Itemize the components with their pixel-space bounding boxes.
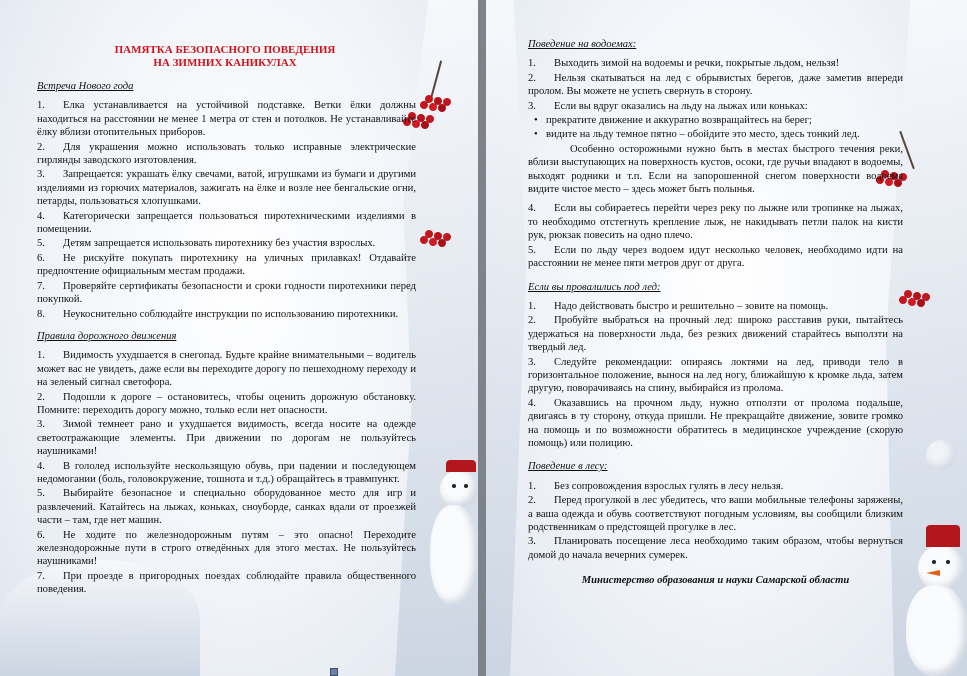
item-number: 1. [528, 58, 536, 70]
item-text: Если вы собираетесь перейти через реку по лыжне или тропинке на лыжах, то необходимо отстегнуть крепление лыж, не накидывать петли палок на кисти рук, рюкзак повесить на одно плечо. [528, 203, 903, 242]
item-number: 4. [528, 397, 536, 409]
item-text: Оказавшись на прочном льду, нужно отползти от пролома подальше, двигаясь в ту сторону, откуда пришли. Не прекращайте движение, зовите громко на помощь и по возможности обратитесь в медицинское учреждение (скорую помощь) или полицию. [528, 397, 903, 449]
snowy-tree-decoration [486, 0, 526, 676]
item-number: 4. [528, 203, 536, 215]
list-item [37, 308, 416, 321]
list-item [37, 418, 416, 458]
rowan-berries-decoration [425, 230, 433, 238]
snowman-eye-decoration [452, 484, 456, 488]
object-anchor-handle[interactable] [330, 668, 338, 676]
item-number: 2. [37, 391, 45, 403]
list-item [37, 99, 416, 139]
item-number: 3. [37, 169, 45, 181]
snowman-hat-decoration [926, 525, 960, 547]
item-number: 3. [37, 419, 45, 431]
bullet-item: • видите на льду темное пятно – обойдите это место, здесь тонкий лед. [528, 128, 903, 141]
list-item [37, 237, 416, 250]
item-text: Пробуйте выбраться на прочный лед: широко расставив руки, пытайтесь удержаться на поверхности льда, без резких движений старайтесь выползти на твердый лед. [528, 315, 903, 354]
item-text: Если вы вдруг оказались на льду на лыжах или коньках: [554, 100, 808, 112]
item-text: Запрещается: украшать ёлку свечами, ватой, игрушками из бумаги и другими изделиями из горючих материалов, зажигать на ёлке и возле нее бенгальские огни, петарды, пользоваться хлопушками. [37, 169, 416, 208]
list-item [37, 570, 416, 597]
title-line-1: ПАМЯТКА БЕЗОПАСНОГО ПОВЕДЕНИЯ [114, 44, 336, 56]
page-gutter [478, 0, 486, 676]
list-item [528, 300, 903, 313]
list-item [37, 487, 416, 527]
item-number: 3. [528, 100, 536, 112]
item-text: Видимость ухудшается в снегопад. Будьте крайне внимательными – водитель может вас не увидеть, даже если вы переходите дорогу по пешеходному переходу и на зеленый сигнал светофора. [37, 350, 416, 389]
item-text: Выходить зимой на водоемы и речки, покрытые льдом, нельзя! [554, 58, 840, 70]
item-text: Если по льду через водоем идут несколько человек, необходимо идти на расстоянии не менее пяти метров друг от друга. [528, 244, 903, 270]
paragraph: Особенно осторожными нужно быть в местах быстрого течения реки, вблизи выступающих на поверхность кустов, осоки, где ручьи впадают в водоемы, выходят родники и т.п. Если на запорошенной снегом поверхности водоема видите чистое место – здесь может быть полынья. [528, 143, 903, 196]
right-column-text [528, 38, 903, 588]
item-number: 6. [37, 252, 45, 264]
snowman-body-decoration [430, 505, 478, 605]
item-text: Зимой темнеет рано и ухудшается видимость, всегда носите на одежде светоотражающие элементы. При движении по дорогам не пользуйтесь наушниками! [37, 419, 416, 458]
rowan-berries-decoration [904, 290, 912, 298]
item-number: 5. [37, 238, 45, 250]
item-number: 4. [37, 460, 45, 472]
item-text: Выбирайте безопасное и специально оборудованное место для игр и развлечений. Катайтесь на лыжах, коньках, сноуборде, санках вдали от проезжей части – там, где нет машин. [37, 488, 416, 527]
snowman-body-decoration [906, 585, 967, 676]
section-heading: Если вы провалились под лед: [528, 281, 661, 293]
footer-signature: Министерство образования и науки Самарской области [581, 575, 850, 587]
item-text: Надо действовать быстро и решительно – зовите на помощь. [554, 300, 829, 312]
item-text: Елка устанавливается на устойчивой подставке. Ветки ёлки должны находиться на расстоянии не менее 1 метра от стен и потолков. Не устанавливайте ёлку вблизи отопительных приборов. [37, 100, 416, 139]
item-text: Не ходите по железнодорожным путям – это опасно! Переходите железнодорожные пути в строго отведённых для этого местах. Не пользуйтесь наушниками! [37, 529, 416, 568]
item-number: 2. [528, 495, 536, 507]
list-item [37, 280, 416, 307]
title-line-2: НА ЗИМНИХ КАНИКУЛАХ [153, 56, 297, 69]
item-text: Детям запрещается использовать пиротехнику без участия взрослых. [63, 238, 376, 250]
item-number: 5. [528, 244, 536, 256]
list-item [37, 391, 416, 418]
list-item [37, 460, 416, 487]
list-item [528, 494, 903, 534]
list-item [528, 397, 903, 451]
item-number: 2. [528, 72, 536, 84]
list-item [37, 252, 416, 279]
list-item [37, 349, 416, 389]
right-page [486, 0, 967, 676]
item-text: При проезде в пригородных поездах соблюдайте правила общественного поведения. [37, 570, 416, 596]
list-item [528, 480, 903, 493]
section-heading: Правила дорожного движения [37, 330, 177, 342]
item-text: Планировать посещение леса необходимо таким образом, чтобы вернуться домой до начала вечерних сумерек. [528, 536, 903, 561]
item-text: Перед прогулкой в лес убедитесь, что ваши мобильные телефоны заряжены, а ваша одежда и обувь соответствуют погодным условиям, вы сообщили близким родственникам о предстоящей прогулке в лес. [528, 495, 903, 533]
item-number: 2. [528, 315, 536, 327]
list-item [528, 57, 903, 70]
list-item [528, 314, 903, 354]
list-item [37, 210, 416, 237]
rowan-berries-decoration [425, 95, 433, 103]
list-item [528, 535, 903, 562]
item-number: 1. [37, 100, 45, 112]
item-text: В гололед используйте нескользящую обувь, при падении и последующем недомогании (боль, головокружение, тошнота и т.д.) обращайтесь в травмпункт. [37, 460, 416, 485]
item-text: Не рискуйте покупать пиротехнику на уличных прилавках! Отдавайте предпочтение официальным местам продажи. [37, 252, 416, 278]
item-number: 3. [528, 356, 536, 368]
snowman-decoration [926, 440, 956, 470]
snowman-decoration [440, 470, 478, 508]
item-text: Подошли к дороге – остановитесь, чтобы оценить дорожную обстановку. Помните: переходить дорогу можно, только если нет опасности. [37, 391, 416, 416]
list-item [37, 141, 416, 168]
item-number: 1. [37, 350, 45, 362]
section-heading: Поведение на водоемах: [528, 39, 637, 50]
item-text: Проверяйте сертификаты безопасности и сроки годности пиротехники перед покупкой. [37, 280, 416, 306]
item-number: 7. [37, 280, 45, 292]
left-page [0, 0, 478, 676]
section-heading: Встреча Нового года [37, 81, 134, 92]
item-number: 6. [37, 529, 45, 541]
bullet-item: • прекратите движение и аккуратно возвращайтесь на берег; [528, 114, 903, 127]
list-item [528, 72, 903, 99]
list-item [528, 244, 903, 271]
item-text: Следуйте рекомендации: опираясь локтями на лед, приводи тело в горизонтальное положение, вынося на лед ногу, ближайшую к кромке льда, затем другую, поворачиваясь на спину, выбирайся из пролома. [528, 356, 903, 395]
list-item [37, 529, 416, 569]
snowman-eye-decoration [946, 560, 950, 564]
left-column-text [37, 74, 416, 598]
item-number: 4. [37, 210, 45, 222]
item-text: Неукоснительно соблюдайте инструкции по использованию пиротехники. [63, 308, 399, 320]
item-number: 2. [37, 141, 45, 153]
item-number: 7. [37, 570, 45, 582]
snowman-eye-decoration [464, 484, 468, 488]
list-item [528, 202, 903, 242]
snowman-hat-decoration [446, 460, 476, 472]
item-number: 1. [528, 300, 536, 312]
item-number: 1. [528, 480, 536, 492]
list-item [37, 168, 416, 208]
item-number: 8. [37, 308, 45, 320]
item-text: Категорически запрещается пользоваться пиротехническими изделиями в помещении. [37, 210, 416, 236]
item-number: 5. [37, 488, 45, 500]
item-text: Нельзя скатываться на лед с обрывистых берегов, даже заметив впереди пролом. Вы можете не успеть свернуть в сторону. [528, 72, 903, 98]
list-item [528, 100, 903, 113]
snowman-eye-decoration [932, 560, 936, 564]
page-title [100, 44, 350, 69]
item-number: 3. [528, 536, 536, 548]
item-text: Без сопровождения взрослых гулять в лесу нельзя. [554, 480, 784, 492]
snowman-nose-decoration [926, 570, 940, 576]
item-text: Для украшения можно использовать только исправные электрические гирлянды заводского изготовления. [37, 141, 416, 167]
list-item [528, 356, 903, 396]
section-heading: Поведение в лесу: [528, 461, 608, 473]
